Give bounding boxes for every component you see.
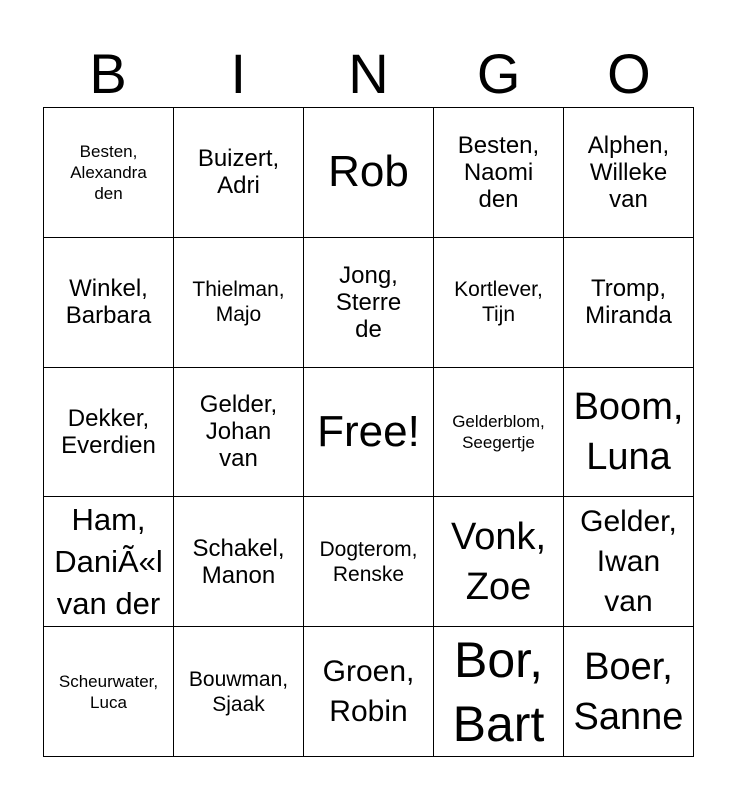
cell-text: Tromp, Miranda: [585, 275, 672, 330]
cell-text: Besten, Alexandra den: [70, 141, 147, 203]
cell-text: Schakel, Manon: [192, 534, 285, 589]
cell-text: Bouwman, Sjaak: [188, 667, 289, 716]
cell-text: Besten, Naomi den: [457, 131, 540, 213]
bingo-cell[interactable]: [174, 497, 304, 627]
cell-text: Jong, Sterre de: [335, 261, 402, 343]
cell-text: Alphen, Willeke van: [587, 131, 670, 213]
bingo-cell[interactable]: [174, 368, 304, 498]
bingo-cell[interactable]: [304, 497, 434, 627]
header-letter-n: N: [348, 42, 389, 105]
free-space-text: Free!: [317, 406, 420, 456]
cell-text: Bor, Bart: [452, 631, 545, 752]
cell-text: Thielman, Majo: [192, 278, 285, 327]
bingo-cell[interactable]: [44, 497, 174, 627]
bingo-cell[interactable]: [564, 368, 694, 498]
bingo-cell[interactable]: [564, 627, 694, 757]
bingo-cell[interactable]: [304, 627, 434, 757]
cell-text: Vonk, Zoe: [450, 515, 547, 608]
header-letter-i: I: [230, 42, 247, 105]
bingo-cell[interactable]: [434, 497, 564, 627]
bingo-cell[interactable]: [434, 108, 564, 238]
bingo-cell[interactable]: [564, 497, 694, 627]
bingo-cell[interactable]: [44, 238, 174, 368]
bingo-cell[interactable]: [304, 238, 434, 368]
cell-text: Winkel, Barbara: [65, 275, 152, 330]
header-letter-o: O: [607, 42, 651, 105]
cell-text: Dogterom, Renske: [319, 537, 418, 586]
cell-text: Kortlever, Tijn: [454, 278, 543, 327]
bingo-cell[interactable]: [304, 108, 434, 238]
cell-text: Gelderblom, Seegertje: [452, 411, 545, 452]
bingo-cell[interactable]: [564, 238, 694, 368]
bingo-cell[interactable]: [174, 108, 304, 238]
bingo-cell[interactable]: [434, 238, 564, 368]
header-letter-g: G: [476, 42, 521, 105]
bingo-cell[interactable]: [434, 627, 564, 757]
cell-text: Ham, DaniÃ«l van der: [54, 501, 163, 621]
cell-text: Gelder, Iwan van: [580, 504, 677, 618]
cell-text: Rob: [328, 147, 409, 197]
cell-text: Boer, Sanne: [573, 645, 684, 738]
cell-text: Groen, Robin: [322, 654, 415, 728]
bingo-card-grid: [43, 107, 694, 757]
bingo-cell[interactable]: [434, 368, 564, 498]
cell-text: Gelder, Johan van: [199, 391, 278, 473]
free-space-cell[interactable]: [304, 368, 434, 498]
bingo-cell[interactable]: [174, 627, 304, 757]
bingo-header: [43, 40, 694, 108]
bingo-cell[interactable]: [44, 627, 174, 757]
cell-text: Boom, Luna: [573, 385, 684, 478]
bingo-cell[interactable]: [564, 108, 694, 238]
cell-text: Buizert, Adri: [197, 145, 280, 200]
header-letter-b: B: [89, 42, 127, 105]
bingo-cell[interactable]: [44, 368, 174, 498]
cell-text: Scheurwater, Luca: [58, 671, 159, 712]
cell-text: Dekker, Everdien: [61, 404, 156, 459]
bingo-cell[interactable]: [44, 108, 174, 238]
bingo-cell[interactable]: [174, 238, 304, 368]
